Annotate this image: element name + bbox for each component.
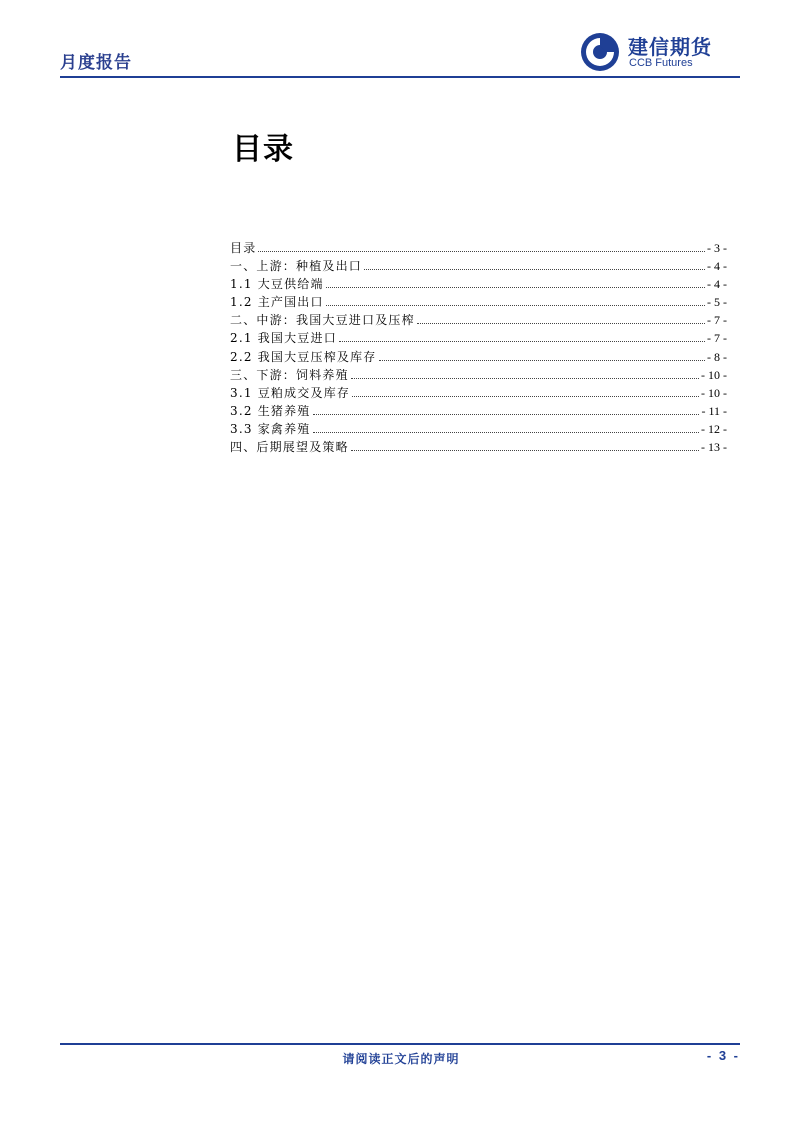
toc-leader-dots [313, 413, 700, 415]
toc-leader-dots [379, 359, 706, 361]
logo-english-name: CCB Futures [629, 57, 693, 69]
toc-entry-page: - 8 - [707, 349, 727, 364]
toc-leader-dots [364, 268, 705, 270]
toc-entry-1-2[interactable] [230, 293, 727, 311]
toc-entry-label: 1.1 大豆供给端 [230, 277, 324, 292]
disclaimer-note: 请阅读正文后的声明 [342, 1052, 460, 1066]
toc-entry-page: - 11 - [701, 403, 727, 418]
toc-entry-page: - 5 - [707, 295, 727, 310]
toc-entry-label: 1.2 主产国出口 [230, 295, 324, 310]
toc-entry-2-1[interactable] [230, 329, 727, 347]
toc-entry-3-3[interactable] [230, 420, 727, 438]
toc-leader-dots [352, 395, 699, 397]
toc-entry-page: - 4 - [707, 259, 727, 274]
toc-entry-page: - 7 - [707, 331, 727, 346]
header-divider [60, 76, 740, 78]
toc-entry-3-1[interactable] [230, 384, 727, 402]
toc-entry-label: 3.3 家禽养殖 [230, 421, 311, 436]
page-number: - 3 - [706, 1048, 740, 1063]
toc-entry-contents[interactable] [230, 239, 727, 257]
toc-entry-3-2[interactable] [230, 402, 727, 420]
toc-leader-dots [351, 377, 699, 379]
toc-leader-dots [351, 449, 699, 451]
toc-entry-2-2[interactable] [230, 348, 727, 366]
toc-leader-dots [339, 340, 705, 342]
table-of-contents [230, 239, 727, 456]
toc-entry-label: 二、中游：我国大豆进口及压榨 [230, 313, 415, 328]
toc-entry-label: 3.2 生猪养殖 [230, 403, 311, 418]
toc-leader-dots [326, 286, 705, 288]
toc-entry-label: 三、下游：饲料养殖 [230, 367, 349, 382]
toc-entry-outlook[interactable] [230, 438, 727, 456]
ccb-logo-icon [580, 32, 620, 72]
logo-chinese-name: 建信期货 [628, 35, 712, 59]
toc-leader-dots [258, 250, 705, 252]
toc-entry-label: 2.1 我国大豆进口 [230, 331, 337, 346]
toc-entry-label: 3.1 豆粕成交及库存 [230, 385, 351, 400]
toc-entry-1-1[interactable] [230, 275, 727, 293]
toc-entry-page: - 12 - [701, 421, 727, 436]
toc-entry-label: 2.2 我国大豆压榨及库存 [230, 349, 377, 364]
toc-leader-dots [313, 431, 700, 433]
footer-divider [60, 1043, 740, 1045]
company-logo [580, 30, 740, 74]
toc-entry-upstream[interactable] [230, 257, 727, 275]
toc-entry-page: - 4 - [707, 277, 727, 292]
toc-entry-label: 四、后期展望及策略 [230, 440, 349, 455]
toc-entry-page: - 3 - [707, 241, 727, 255]
toc-entry-label: 一、上游：种植及出口 [230, 259, 363, 274]
toc-leader-dots [326, 304, 705, 306]
toc-entry-label: 目录 [230, 241, 257, 255]
toc-entry-page: - 13 - [701, 440, 727, 455]
toc-leader-dots [417, 322, 705, 324]
report-type-title: 月度报告 [60, 53, 132, 73]
toc-entry-page: - 10 - [701, 367, 727, 382]
toc-entry-page: - 7 - [707, 313, 727, 328]
toc-entry-downstream[interactable] [230, 366, 727, 384]
toc-heading: 目录 [232, 132, 294, 167]
toc-entry-midstream[interactable] [230, 311, 727, 329]
toc-entry-page: - 10 - [701, 385, 727, 400]
